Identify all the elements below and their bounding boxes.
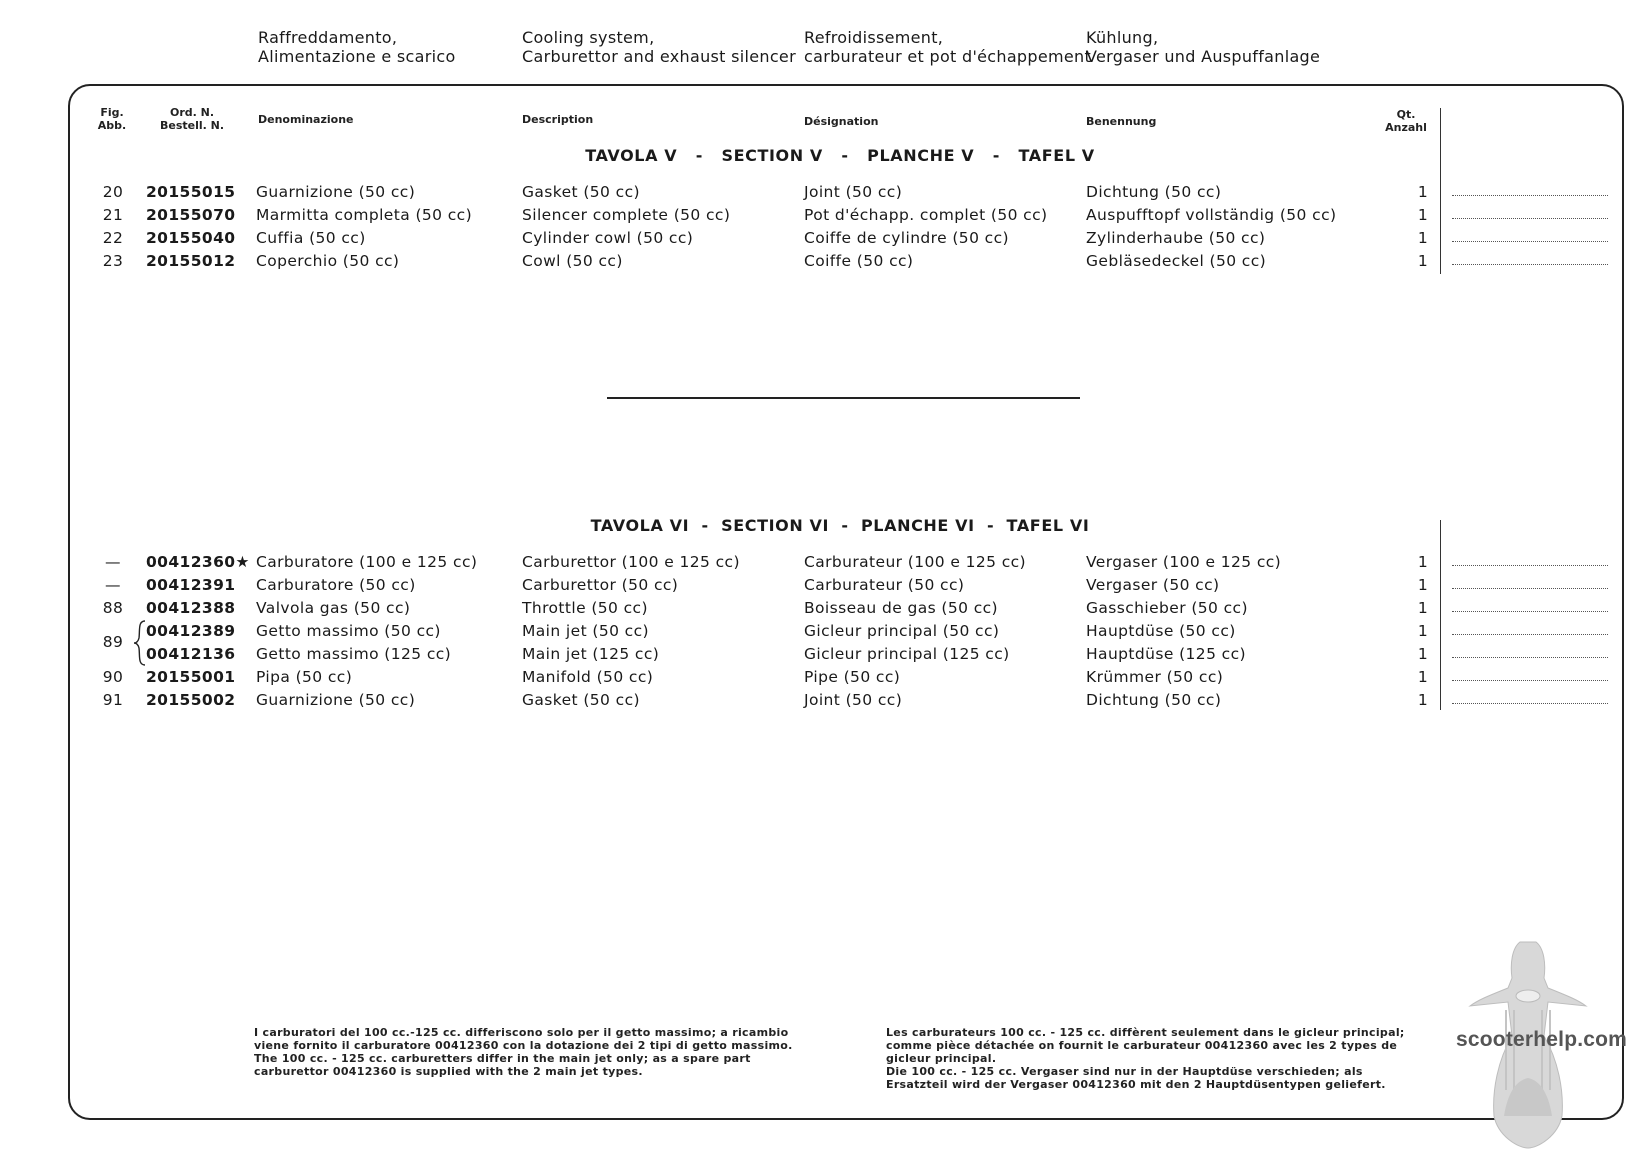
table-row: [0, 553, 1650, 575]
dotted-entry-line: [1452, 264, 1608, 265]
order-number: 20155040: [146, 229, 236, 247]
name-french: Joint (50 cc): [804, 183, 903, 201]
table-row: [0, 576, 1650, 598]
brace-bracket-icon: [133, 620, 147, 666]
fig-number: 22: [102, 229, 124, 247]
quantity: 1: [1417, 645, 1429, 663]
name-italian: Guarnizione (50 cc): [256, 183, 416, 201]
order-number: 00412136: [146, 645, 236, 663]
name-german: Vergaser (50 cc): [1086, 576, 1220, 594]
footnote-english: The 100 cc. - 125 cc. carburetters differ in the main jet only; as a spare part carburettor 00412360 is supplied with the 2 main jet types.: [254, 1052, 751, 1078]
dotted-entry-line: [1452, 218, 1608, 219]
col-header-italian: Denominazione: [258, 113, 354, 126]
fig-number: 23: [102, 252, 124, 270]
quantity: 1: [1417, 206, 1429, 224]
col-header-fig: [92, 106, 132, 132]
name-italian: Getto massimo (125 cc): [256, 645, 452, 663]
header-german-line1: Kühlung,: [1086, 28, 1159, 47]
section-title-tavola-v: TAVOLA V - SECTION V - PLANCHE V - TAFEL V: [585, 146, 1095, 165]
col-header-qty-line1: Qt.: [1396, 108, 1416, 121]
footnote-italian: I carburatori del 100 cc.-125 cc. differiscono solo per il getto massimo; a ricambio viene fornito il carburatore 00412360 con la dotazione dei 2 tipi di getto massimo.: [254, 1026, 793, 1052]
order-number: 20155070: [146, 206, 236, 224]
dotted-entry-line: [1452, 657, 1608, 658]
quantity: 1: [1417, 252, 1429, 270]
table-row: [0, 599, 1650, 621]
col-header-qty: [1380, 108, 1432, 134]
header-english: [522, 28, 796, 66]
name-french: Pot d'échapp. complet (50 cc): [804, 206, 1048, 224]
dotted-entry-line: [1452, 611, 1608, 612]
name-italian: Pipa (50 cc): [256, 668, 353, 686]
header-french-line2: carburateur et pot d'échappement: [804, 47, 1092, 66]
col-header-fig-line1: Fig.: [100, 106, 124, 119]
table-row: [0, 206, 1650, 228]
header-italian-line2: Alimentazione e scarico: [258, 47, 456, 66]
name-english: Cowl (50 cc): [522, 252, 623, 270]
footnote-right: [886, 1026, 1426, 1091]
name-italian: Guarnizione (50 cc): [256, 691, 416, 709]
table-row: [0, 622, 1650, 651]
name-italian: Carburatore (100 e 125 cc): [256, 553, 478, 571]
name-english: Throttle (50 cc): [522, 599, 648, 617]
col-header-fig-line2: Abb.: [97, 119, 127, 132]
name-english: Cylinder cowl (50 cc): [522, 229, 694, 247]
quantity: 1: [1417, 183, 1429, 201]
name-german: Dichtung (50 cc): [1086, 183, 1222, 201]
name-german: Dichtung (50 cc): [1086, 691, 1222, 709]
order-number: 00412391: [146, 576, 236, 594]
name-english: Main jet (50 cc): [522, 622, 649, 640]
col-header-german: Benennung: [1086, 115, 1157, 128]
quantity: 1: [1417, 668, 1429, 686]
col-header-ord-line1: Ord. N.: [169, 106, 215, 119]
name-english: Gasket (50 cc): [522, 183, 640, 201]
name-english: Gasket (50 cc): [522, 691, 640, 709]
name-english: Carburettor (50 cc): [522, 576, 679, 594]
name-french: Pipe (50 cc): [804, 668, 901, 686]
col-header-qty-line2: Anzahl: [1385, 121, 1427, 134]
name-french: Gicleur principal (50 cc): [804, 622, 1000, 640]
fig-number: —: [105, 553, 121, 571]
name-italian: Carburatore (50 cc): [256, 576, 416, 594]
header-german-line2: Vergaser und Auspuffanlage: [1086, 47, 1321, 66]
fig-number: 89: [102, 633, 124, 651]
table-row: [0, 252, 1650, 274]
fig-number: 20: [102, 183, 124, 201]
name-italian: Marmitta completa (50 cc): [256, 206, 473, 224]
watermark-text: scooterhelp.com: [1456, 1028, 1628, 1051]
name-french: Carburateur (100 e 125 cc): [804, 553, 1026, 571]
header-english-line2: Carburettor and exhaust silencer: [522, 47, 796, 66]
order-number: 00412388: [146, 599, 236, 617]
name-italian: Cuffia (50 cc): [256, 229, 366, 247]
name-italian: Valvola gas (50 cc): [256, 599, 411, 617]
order-number: 20155002: [146, 691, 236, 709]
name-german: Gebläsedeckel (50 cc): [1086, 252, 1267, 270]
footnote-french: Les carburateurs 100 cc. - 125 cc. diffèrent seulement dans le gicleur principal; comme pièce détachée on fournit le carburateur 00412360 avec les 2 types de gicleur principal.: [886, 1026, 1405, 1065]
name-english: Silencer complete (50 cc): [522, 206, 731, 224]
fig-number: 21: [102, 206, 124, 224]
name-english: Manifold (50 cc): [522, 668, 654, 686]
order-number: 20155001: [146, 668, 236, 686]
name-italian: Getto massimo (50 cc): [256, 622, 441, 640]
quantity: 1: [1417, 229, 1429, 247]
table-row: [0, 691, 1650, 713]
quantity: 1: [1417, 599, 1429, 617]
fig-number: 91: [102, 691, 124, 709]
dotted-entry-line: [1452, 195, 1608, 196]
name-french: Joint (50 cc): [804, 691, 903, 709]
header-french-line1: Refroidissement,: [804, 28, 944, 47]
col-header-english: Description: [522, 113, 594, 126]
header-german: [1086, 28, 1320, 66]
order-number: 20155012: [146, 252, 236, 270]
col-header-ord-line2: Bestell. N.: [159, 119, 225, 132]
name-french: Boisseau de gas (50 cc): [804, 599, 998, 617]
footnote-german: Die 100 cc. - 125 cc. Vergaser sind nur in der Hauptdüse verschieden; als Ersatzteil wird der Vergaser 00412360 mit den 2 Hauptdüsentypen geliefert.: [886, 1065, 1386, 1091]
name-french: Carburateur (50 cc): [804, 576, 965, 594]
section-title-tavola-vi: TAVOLA VI - SECTION VI - PLANCHE VI - TAFEL VI: [590, 516, 1090, 535]
name-german: Hauptdüse (50 cc): [1086, 622, 1236, 640]
name-german: Vergaser (100 e 125 cc): [1086, 553, 1282, 571]
name-french: Coiffe de cylindre (50 cc): [804, 229, 1009, 247]
table-row: [0, 183, 1650, 205]
header-italian: [258, 28, 456, 66]
name-english: Carburettor (100 e 125 cc): [522, 553, 740, 571]
footnote-left: [254, 1026, 794, 1078]
order-number: 00412360★: [146, 553, 250, 571]
name-english: Main jet (125 cc): [522, 645, 660, 663]
quantity: 1: [1417, 622, 1429, 640]
dotted-entry-line: [1452, 588, 1608, 589]
col-header-ord: [150, 106, 234, 132]
name-french: Gicleur principal (125 cc): [804, 645, 1010, 663]
dotted-entry-line: [1452, 565, 1608, 566]
dotted-entry-line: [1452, 241, 1608, 242]
section-divider: [607, 397, 1080, 399]
dotted-entry-line: [1452, 634, 1608, 635]
header-italian-line1: Raffreddamento,: [258, 28, 398, 47]
name-german: Hauptdüse (125 cc): [1086, 645, 1246, 663]
name-german: Gasschieber (50 cc): [1086, 599, 1248, 617]
fig-number: 90: [102, 668, 124, 686]
dotted-entry-line: [1452, 703, 1608, 704]
name-italian: Coperchio (50 cc): [256, 252, 400, 270]
header-english-line1: Cooling system,: [522, 28, 655, 47]
table-row: [0, 668, 1650, 690]
name-french: Coiffe (50 cc): [804, 252, 914, 270]
name-german: Auspufftopf vollständig (50 cc): [1086, 206, 1337, 224]
name-german: Krümmer (50 cc): [1086, 668, 1224, 686]
quantity: 1: [1417, 576, 1429, 594]
col-header-french: Désignation: [804, 115, 879, 128]
fig-number: 88: [102, 599, 124, 617]
table-row: [0, 229, 1650, 251]
quantity: 1: [1417, 553, 1429, 571]
fig-number: —: [105, 576, 121, 594]
dotted-entry-line: [1452, 680, 1608, 681]
table-row: [0, 645, 1650, 667]
order-number: 20155015: [146, 183, 236, 201]
quantity: 1: [1417, 691, 1429, 709]
order-number: 00412389: [146, 622, 236, 640]
header-french: [804, 28, 1091, 66]
name-german: Zylinderhaube (50 cc): [1086, 229, 1266, 247]
